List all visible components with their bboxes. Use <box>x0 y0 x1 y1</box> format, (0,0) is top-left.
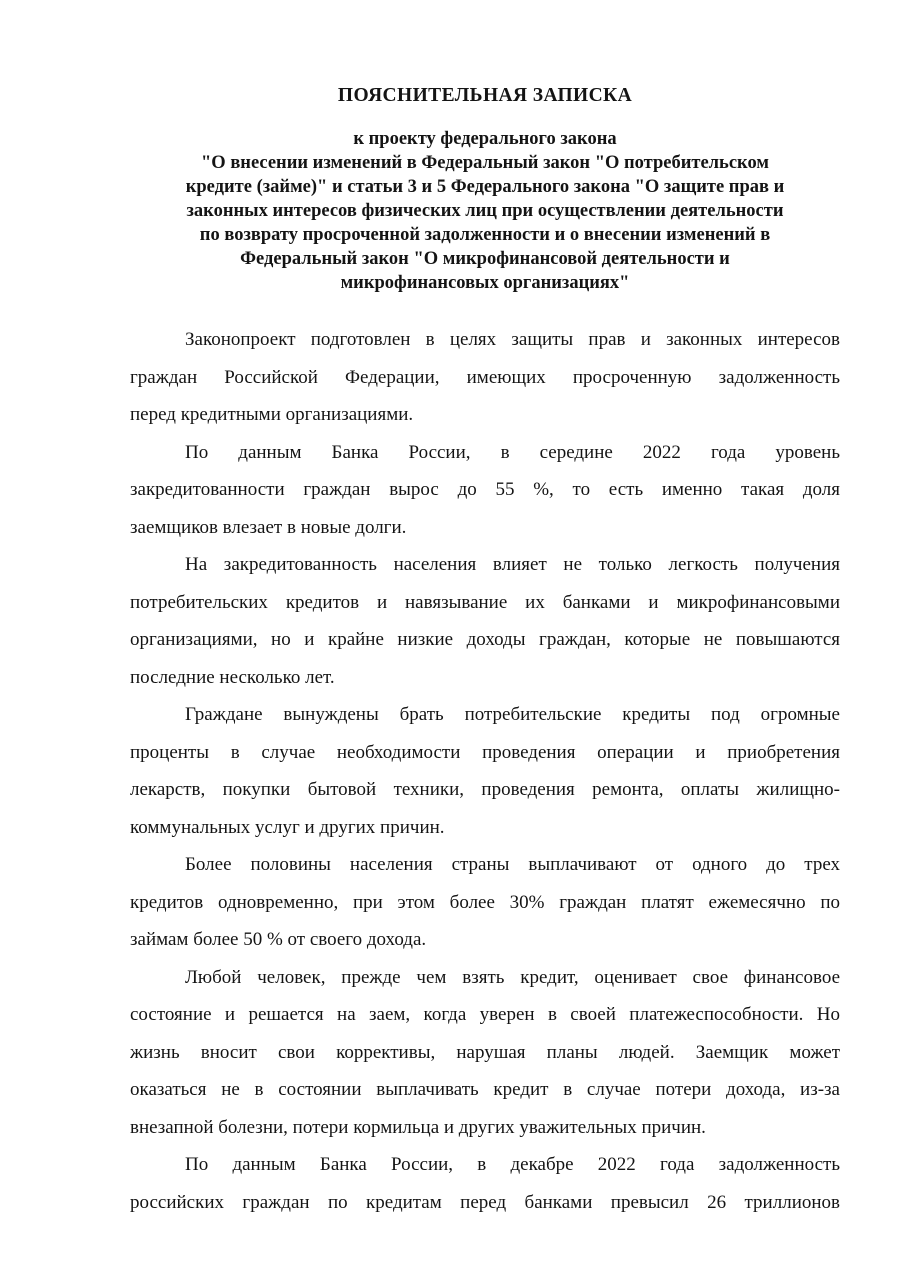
subtitle-line: "О внесении изменений в Федеральный закон "О потребительском <box>201 153 769 173</box>
subtitle-line: по возврату просроченной задолженности и о внесении изменений в <box>199 225 771 245</box>
subtitle-line: законных интересов физических лиц при осуществлении деятельности <box>186 201 784 221</box>
text-line: кредитов одновременно, при этом более 30% граждан платят ежемесячно по <box>130 891 840 913</box>
text-line: состояние и решается на заем, когда уверен в своей платежеспособности. Но <box>130 1004 840 1025</box>
text-line: заемщиков влезает в новые долги. <box>130 516 407 538</box>
text-line: внезапной болезни, потери кормильца и других уважительных причин. <box>130 1116 706 1138</box>
subtitle-line: к проекту федерального закона <box>353 129 617 149</box>
document-body <box>130 321 840 1221</box>
text-line: коммунальных услуг и других причин. <box>130 816 445 838</box>
text-line: потребительских кредитов и навязывание их банками и микрофинансовыми <box>130 591 840 613</box>
text-line: На закредитованность населения влияет не только легкость получения <box>185 554 840 575</box>
text-line: закредитованности граждан вырос до 55 %, то есть именно такая доля <box>130 479 840 500</box>
text-line: Граждане вынуждены брать потребительские кредиты под огромные <box>185 704 840 725</box>
text-line: перед кредитными организациями. <box>130 404 414 425</box>
subtitle-line: Федеральный закон "О микрофинансовой деятельности и <box>240 249 730 269</box>
document-subtitle <box>130 127 840 295</box>
paragraph <box>130 696 840 846</box>
text-line: Законопроект подготовлен в целях защиты прав и законных интересов <box>185 329 840 350</box>
paragraph <box>130 434 840 547</box>
paragraph <box>130 546 840 696</box>
document-title: ПОЯСНИТЕЛЬНАЯ ЗАПИСКА <box>337 85 633 106</box>
text-line: лекарств, покупки бытовой техники, проведения ремонта, оплаты жилищно- <box>130 779 840 800</box>
text-line: Любой человек, прежде чем взять кредит, оценивает свое финансовое <box>185 966 840 988</box>
text-line: организациями, но и крайне низкие доходы граждан, которые не повышаются <box>130 629 840 650</box>
text-line: По данным Банка России, в декабре 2022 года задолженность <box>185 1154 840 1175</box>
paragraph <box>130 321 840 434</box>
text-line: граждан Российской Федерации, имеющих просроченную задолженность <box>130 366 840 388</box>
text-line: российских граждан по кредитам перед банками превысил 26 триллионов <box>130 1191 840 1213</box>
paragraph <box>130 959 840 1147</box>
paragraph <box>130 846 840 959</box>
text-line: жизнь вносит свои коррективы, нарушая планы людей. Заемщик может <box>130 1041 840 1063</box>
subtitle-line: кредите (займе)" и статьи 3 и 5 Федерального закона "О защите прав и <box>185 177 785 197</box>
text-line: По данным Банка России, в середине 2022 года уровень <box>185 441 840 463</box>
text-line: последние несколько лет. <box>130 666 335 688</box>
text-line: проценты в случае необходимости проведения операции и приобретения <box>130 741 840 763</box>
subtitle-line: микрофинансовых организациях" <box>340 273 630 293</box>
text-line: займам более 50 % от своего дохода. <box>130 929 427 950</box>
paragraph <box>130 1146 840 1221</box>
text-line: Более половины населения страны выплачивают от одного до трех <box>185 854 840 875</box>
text-line: оказаться не в состоянии выплачивать кредит в случае потери дохода, из-за <box>130 1079 840 1100</box>
